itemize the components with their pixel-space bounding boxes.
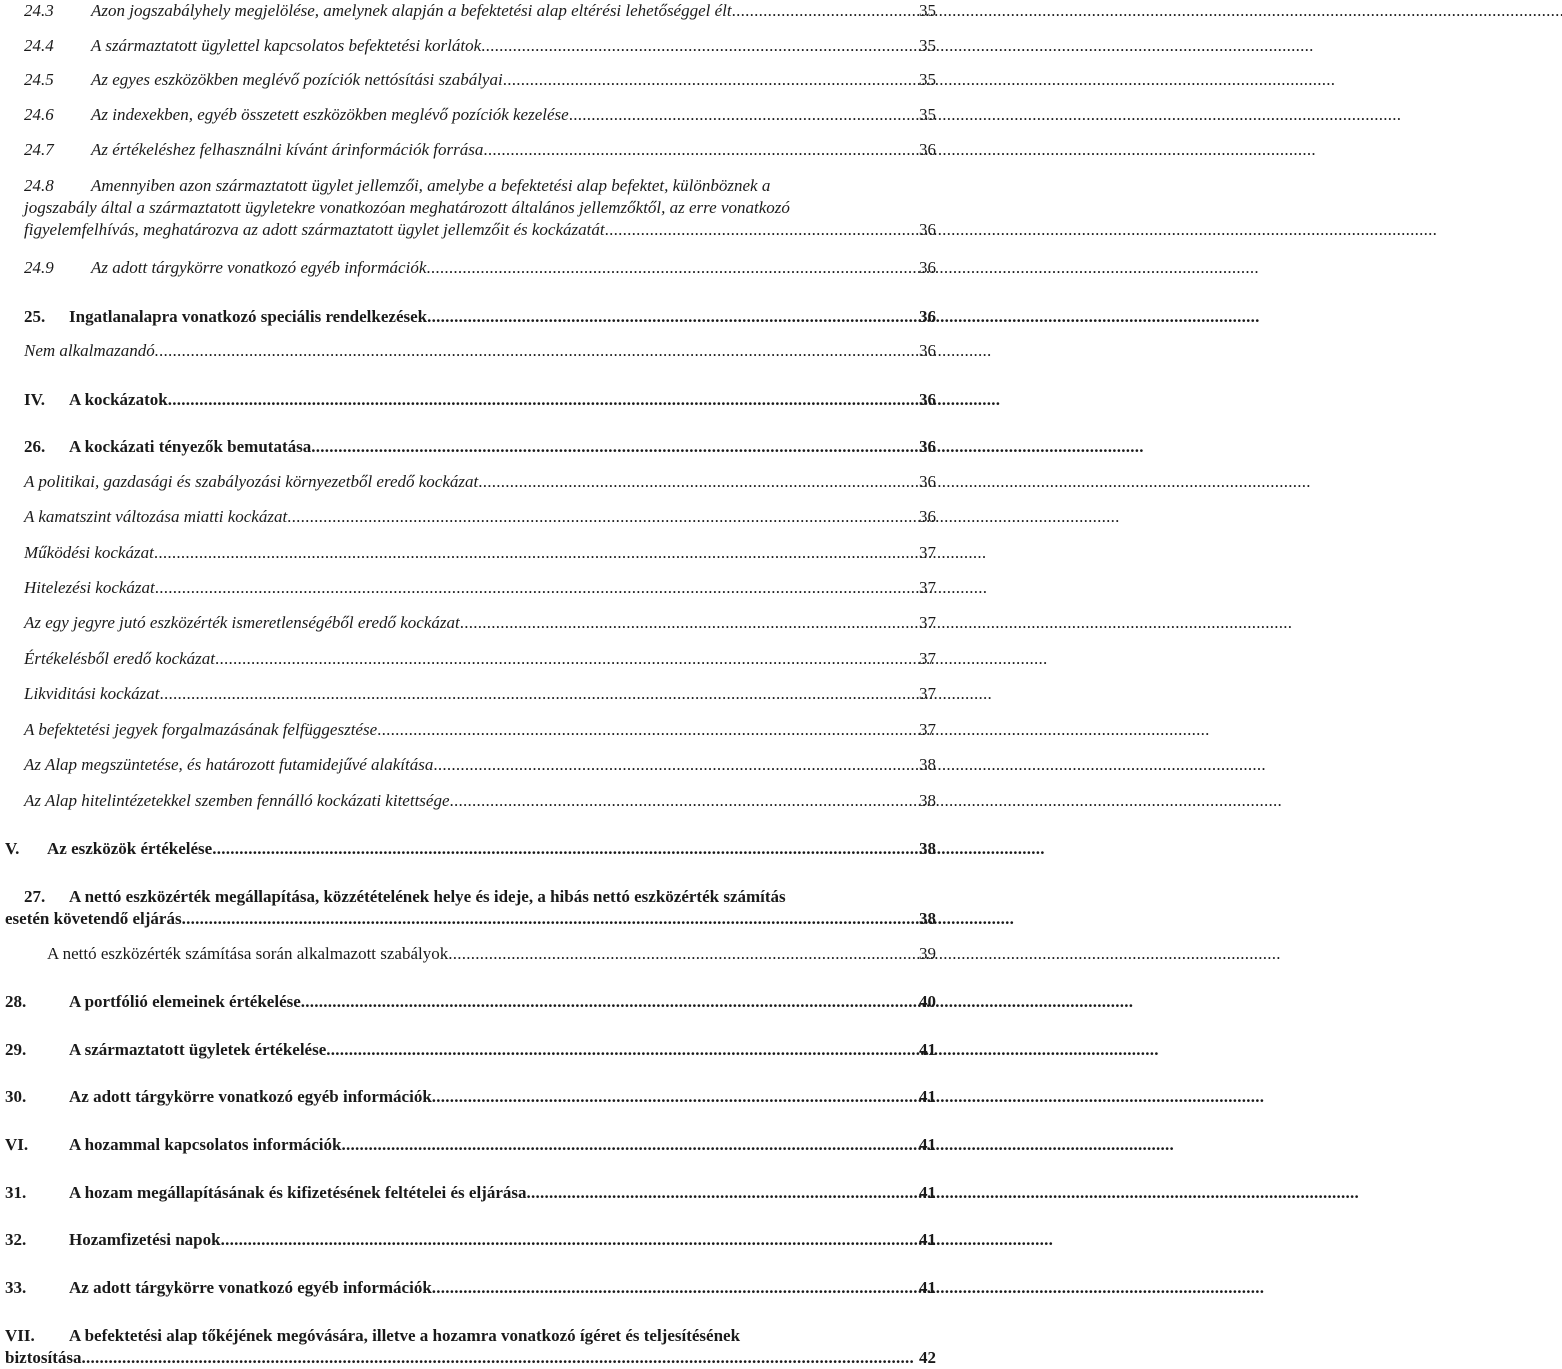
- toc-title: A származtatott ügyletek értékelése: [69, 1040, 327, 1059]
- dot-leader: [182, 908, 917, 930]
- toc-entry[interactable]: [24, 139, 936, 161]
- toc-entry[interactable]: [24, 104, 936, 126]
- toc-entry[interactable]: [5, 1134, 936, 1156]
- toc-page: 36: [919, 220, 936, 239]
- toc-number: 24.8: [24, 176, 54, 195]
- toc-entry[interactable]: [5, 1086, 936, 1108]
- toc-entry[interactable]: [24, 436, 936, 458]
- toc-page: 36: [919, 341, 936, 360]
- toc-entry[interactable]: [24, 577, 936, 599]
- toc-entry[interactable]: [5, 886, 936, 930]
- toc-entry[interactable]: [5, 1229, 936, 1251]
- toc-entry[interactable]: [5, 838, 936, 860]
- toc-title: Az értékeléshez felhasználni kívánt árinformációk forrása: [91, 140, 484, 159]
- toc-page: 41: [919, 1040, 936, 1059]
- dot-leader: [168, 389, 917, 411]
- toc-number: 28.: [5, 992, 27, 1011]
- toc-number: 30.: [5, 1087, 27, 1106]
- toc-title: A politikai, gazdasági és szabályozási környezetből eredő kockázat: [24, 472, 479, 491]
- toc-entry[interactable]: [24, 0, 936, 22]
- dot-leader: [311, 436, 917, 458]
- toc-page: 37: [919, 613, 936, 632]
- dot-leader: [483, 139, 917, 161]
- dot-leader: [527, 1182, 918, 1204]
- toc-number: 29.: [5, 1040, 27, 1059]
- toc-number: VI.: [5, 1135, 29, 1154]
- toc-page: 35: [919, 1, 936, 20]
- toc-title-line-1: A befektetési alap tőkéjének megóvására, illetve a hozamra vonatkozó ígéret és teljesítésének: [69, 1326, 741, 1345]
- toc-entry[interactable]: [5, 1039, 936, 1061]
- toc-title: Azon jogszabályhely megjelölése, amelynek alapján a befektetési alap eltérési lehetőséggel élt: [91, 1, 732, 20]
- toc-page: 38: [919, 839, 936, 858]
- toc-entry[interactable]: [5, 1325, 936, 1369]
- toc-entry[interactable]: [24, 719, 936, 741]
- dot-leader: [450, 790, 918, 812]
- toc-number: 26.: [24, 437, 46, 456]
- dot-leader: [159, 340, 917, 362]
- dot-leader: [432, 1277, 917, 1299]
- dot-leader: [481, 35, 917, 57]
- toc-page: 40: [919, 992, 936, 1011]
- toc-title: A hozammal kapcsolatos információk: [69, 1135, 342, 1154]
- dot-leader: [154, 542, 917, 564]
- toc-entry[interactable]: [24, 306, 936, 328]
- toc-title-line-2: jogszabály által a származtatott ügyletekre vonatkozóan meghatározott általános jellemzőktől, az erre vonatkozó: [24, 198, 790, 217]
- toc-title: Az indexekben, egyéb összetett eszközökben meglévő pozíciók kezelése: [91, 105, 569, 124]
- dot-leader: [341, 1134, 917, 1156]
- toc-title: A portfólió elemeinek értékelése: [69, 992, 301, 1011]
- dot-leader: [732, 0, 917, 22]
- dot-leader: [605, 219, 917, 241]
- toc-number: 24.4: [24, 36, 54, 55]
- toc-page: 41: [919, 1230, 936, 1249]
- toc-title: A befektetési jegyek forgalmazásának felfüggesztése: [24, 720, 378, 739]
- toc-entry[interactable]: [24, 35, 936, 57]
- toc-title-line-2: biztosítása: [5, 1348, 82, 1367]
- toc-page: 36: [919, 307, 936, 326]
- toc-number: 24.3: [24, 1, 54, 20]
- toc-number: 24.7: [24, 140, 54, 159]
- dot-leader: [326, 1039, 917, 1061]
- toc-page: 37: [919, 684, 936, 703]
- toc-title: Hitelezési kockázat: [24, 578, 155, 597]
- toc-page: 35: [919, 105, 936, 124]
- toc-page: 37: [919, 720, 936, 739]
- dot-leader: [432, 1086, 917, 1108]
- toc-page: 41: [919, 1087, 936, 1106]
- toc-page: 41: [919, 1135, 936, 1154]
- toc-title: A nettó eszközérték számítása során alkalmazott szabályok: [47, 944, 449, 963]
- toc-page: 36: [919, 437, 936, 456]
- toc-entry[interactable]: [47, 943, 936, 965]
- toc-entry[interactable]: [24, 471, 936, 493]
- dot-leader: [215, 648, 917, 670]
- dot-leader: [448, 943, 917, 965]
- toc-title: Ingatlanalapra vonatkozó speciális rendelkezések: [69, 307, 428, 326]
- toc-number: 32.: [5, 1230, 27, 1249]
- dot-leader: [155, 577, 917, 599]
- toc-title-line-1: Amennyiben azon származtatott ügylet jellemzői, amelybe a befektetési alap befektet, különböznek a: [91, 176, 771, 195]
- toc-title: Az egy jegyre jutó eszközérték ismeretlenségéből eredő kockázat: [24, 613, 460, 632]
- toc-entry[interactable]: [24, 340, 936, 362]
- toc-number: 24.6: [24, 105, 54, 124]
- toc-title: A hozam megállapításának és kifizetésének feltételei és eljárása: [69, 1183, 527, 1202]
- toc-title: A kockázati tényezők bemutatása: [69, 437, 312, 456]
- toc-entry[interactable]: [24, 790, 936, 812]
- toc-number: 24.5: [24, 70, 54, 89]
- toc-title: A származtatott ügylettel kapcsolatos befektetési korlátok: [91, 36, 482, 55]
- toc-page: 36: [919, 507, 936, 526]
- toc-entry[interactable]: [24, 542, 936, 564]
- toc-title: A kockázatok: [69, 390, 168, 409]
- toc-entry[interactable]: [5, 1182, 936, 1204]
- toc-page: 41: [919, 1183, 936, 1202]
- toc-entry[interactable]: [24, 648, 936, 670]
- toc-title: Az Alap hitelintézetekkel szemben fennálló kockázati kitettsége: [24, 791, 450, 810]
- toc-page: 42: [919, 1348, 936, 1367]
- toc-page: 36: [919, 472, 936, 491]
- toc-title: Az adott tárgykörre vonatkozó egyéb információk: [69, 1278, 432, 1297]
- toc-entry[interactable]: [5, 991, 936, 1013]
- toc-title: Értékelésből eredő kockázat: [24, 649, 216, 668]
- toc-entry[interactable]: [24, 506, 936, 528]
- toc-page: 35: [919, 36, 936, 55]
- dot-leader: [301, 991, 917, 1013]
- dot-leader: [433, 754, 917, 776]
- toc-number: VII.: [5, 1326, 35, 1345]
- dot-leader: [212, 838, 917, 860]
- toc-page: 36: [919, 390, 936, 409]
- toc-title: Hozamfizetési napok: [69, 1230, 221, 1249]
- dot-leader: [82, 1347, 918, 1369]
- dot-leader: [160, 683, 917, 705]
- toc-number: 24.9: [24, 258, 54, 277]
- toc-title-line-1: A nettó eszközérték megállapítása, közzétételének helye és ideje, a hibás nettó eszközérték számítás: [69, 887, 786, 906]
- dot-leader: [503, 69, 917, 91]
- toc-title: Az egyes eszközökben meglévő pozíciók nettósítási szabályai: [91, 70, 503, 89]
- toc-entry[interactable]: [24, 389, 936, 411]
- toc-entry[interactable]: [24, 683, 936, 705]
- toc-entry[interactable]: [24, 175, 936, 241]
- dot-leader: [427, 306, 917, 328]
- toc-title: A kamatszint változása miatti kockázat: [24, 507, 288, 526]
- toc-number: 31.: [5, 1183, 27, 1202]
- toc-number: 33.: [5, 1278, 27, 1297]
- toc-title: Az adott tárgykörre vonatkozó egyéb információk: [69, 1087, 432, 1106]
- toc-page: 41: [919, 1278, 936, 1297]
- dot-leader: [426, 257, 917, 279]
- toc-entry[interactable]: [24, 69, 936, 91]
- toc-page: 37: [919, 578, 936, 597]
- toc-page: 38: [919, 909, 936, 928]
- dot-leader: [569, 104, 917, 126]
- toc-page: 39: [919, 944, 936, 963]
- toc-title: Nem alkalmazandó.: [24, 341, 160, 360]
- toc-page: 37: [919, 543, 936, 562]
- toc-page: 36: [919, 258, 936, 277]
- toc-number: IV.: [24, 390, 45, 409]
- dot-leader: [221, 1229, 917, 1251]
- dot-leader: [460, 612, 917, 634]
- dot-leader: [478, 471, 917, 493]
- toc-number: 25.: [24, 307, 46, 326]
- toc-page: 36: [919, 140, 936, 159]
- toc-entry[interactable]: [24, 257, 936, 279]
- dot-leader: [377, 719, 917, 741]
- toc-title: Az adott tárgykörre vonatkozó egyéb információk: [91, 258, 427, 277]
- toc-title: Likviditási kockázat: [24, 684, 160, 703]
- toc-page: 38: [919, 791, 936, 810]
- toc-title-line-2: esetén követendő eljárás: [5, 909, 182, 928]
- toc-title: Az Alap megszüntetése, és határozott futamidejűvé alakítása: [24, 755, 434, 774]
- toc-page: 35: [919, 70, 936, 89]
- toc-title: Az eszközök értékelése: [47, 839, 213, 858]
- toc-page: 38: [919, 755, 936, 774]
- toc-entry[interactable]: [24, 754, 936, 776]
- dot-leader: [287, 506, 917, 528]
- toc-number: V.: [5, 839, 20, 858]
- toc-number: 27.: [24, 887, 46, 906]
- toc-entry[interactable]: [5, 1277, 936, 1299]
- toc-entry[interactable]: [24, 612, 936, 634]
- toc-title-line-3: figyelemfelhívás, meghatározva az adott származtatott ügylet jellemzőit és kockázatát: [24, 220, 605, 239]
- toc-title: Működési kockázat: [24, 543, 154, 562]
- toc-page: 37: [919, 649, 936, 668]
